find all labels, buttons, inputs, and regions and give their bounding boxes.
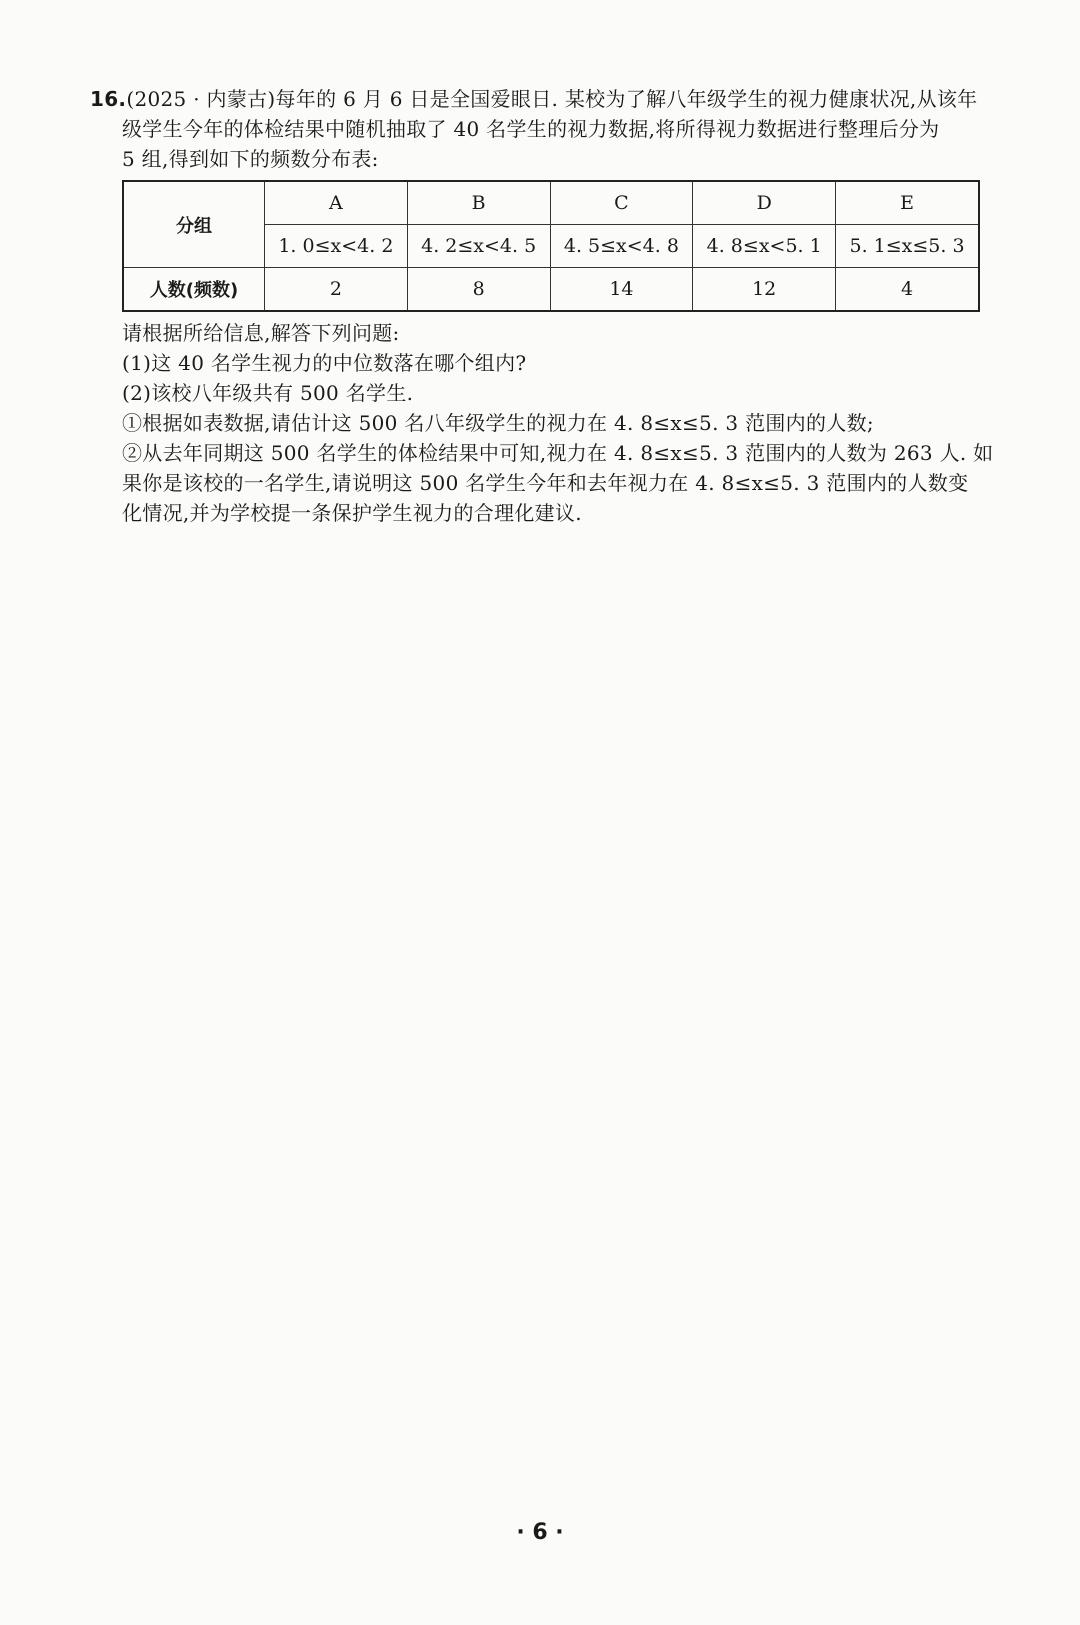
question-2: (2)该校八年级共有 500 名学生. bbox=[122, 381, 414, 405]
table-row-groups bbox=[123, 181, 979, 225]
question-2-part-1: ①根据如表数据,请估计这 500 名八年级学生的视力在 4. 8≤x≤5. 3 范围内的人数; bbox=[122, 411, 874, 435]
range-cell-e: 5. 1≤x≤5. 3 bbox=[836, 225, 979, 268]
count-cell-c: 14 bbox=[550, 268, 693, 312]
group-cell-b: B bbox=[407, 181, 550, 225]
question-2-part-2-line-1: ②从去年同期这 500 名学生的体检结果中可知,视力在 4. 8≤x≤5. 3 范围内的人数为 263 人. 如 bbox=[122, 441, 994, 465]
problem-16 bbox=[90, 84, 1025, 528]
problem-line-3: 5 组,得到如下的频数分布表: bbox=[122, 147, 379, 171]
question-2-part-2-line-2: 果你是该校的一名学生,请说明这 500 名学生今年和去年视力在 4. 8≤x≤5. 3 范围内的人数变 bbox=[122, 471, 969, 495]
count-header: 人数(频数) bbox=[123, 268, 265, 312]
count-cell-d: 12 bbox=[693, 268, 836, 312]
group-cell-d: D bbox=[693, 181, 836, 225]
questions-intro: 请根据所给信息,解答下列问题: bbox=[122, 321, 400, 345]
problem-text-1: (2025 · 内蒙古)每年的 6 月 6 日是全国爱眼日. 某校为了解八年级学生的视力健康状况,从该年 bbox=[126, 87, 978, 111]
problem-number: 16. bbox=[90, 87, 127, 111]
range-cell-d: 4. 8≤x<5. 1 bbox=[693, 225, 836, 268]
count-cell-b: 8 bbox=[407, 268, 550, 312]
group-cell-e: E bbox=[836, 181, 979, 225]
range-cell-b: 4. 2≤x<4. 5 bbox=[407, 225, 550, 268]
question-1: (1)这 40 名学生视力的中位数落在哪个组内? bbox=[122, 351, 527, 375]
group-header: 分组 bbox=[123, 181, 265, 268]
problem-line-1 bbox=[90, 84, 1025, 114]
page-number: · 6 · bbox=[516, 1520, 564, 1545]
table-row-counts bbox=[123, 268, 979, 312]
count-cell-a: 2 bbox=[265, 268, 408, 312]
range-cell-a: 1. 0≤x<4. 2 bbox=[265, 225, 408, 268]
count-cell-e: 4 bbox=[836, 268, 979, 312]
question-2-part-2-line-3: 化情况,并为学校提一条保护学生视力的合理化建议. bbox=[122, 501, 582, 525]
group-cell-c: C bbox=[550, 181, 693, 225]
problem-line-2: 级学生今年的体检结果中随机抽取了 40 名学生的视力数据,将所得视力数据进行整理后分为 bbox=[122, 117, 940, 141]
range-cell-c: 4. 5≤x<4. 8 bbox=[550, 225, 693, 268]
frequency-table bbox=[122, 180, 980, 312]
group-cell-a: A bbox=[265, 181, 408, 225]
